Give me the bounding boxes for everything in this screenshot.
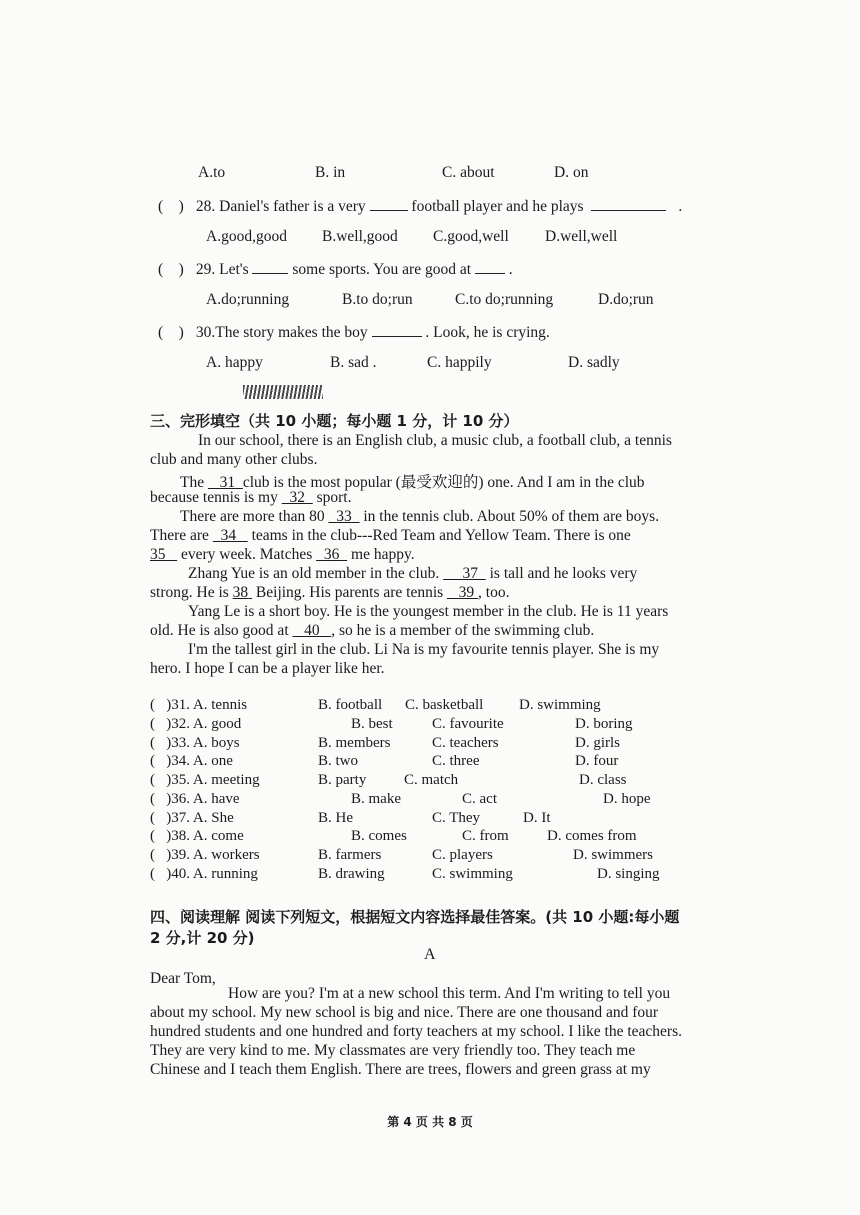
option-d: D. swimmers (573, 847, 653, 863)
option-b: B. He (318, 810, 353, 826)
question-29 (158, 259, 513, 279)
cloze-blank-32[interactable]: 32 (289, 489, 305, 506)
q28-option-c: C.good,well (433, 228, 509, 245)
q29-option-d: D.do;run (598, 291, 654, 308)
option-c: C. three (432, 753, 480, 769)
passage-line: club and many other clubs. (150, 451, 318, 468)
passage-line: because tennis is my 32 sport. (150, 489, 352, 506)
cloze-blank-34[interactable]: 34 (220, 527, 237, 544)
cloze-blank-31[interactable]: 31 (219, 474, 236, 491)
q27-option-b: B. in (315, 164, 346, 181)
q29-option-b: B.to do;run (342, 291, 413, 308)
section-4-heading-cont: 2 分,计 20 分) (150, 929, 255, 947)
option-b: B. best (351, 716, 393, 732)
question-end: . (508, 261, 513, 278)
passage-line: hero. I hope I can be a player like her. (150, 660, 385, 677)
passage-line: about my school. My new school is big and nice. There are one thousand and four (150, 1004, 659, 1021)
cloze-option-row[interactable]: ( )35. A. meeting (150, 772, 260, 788)
fill-blank[interactable] (372, 322, 422, 337)
cloze-option-row[interactable]: ( )32. A. good (150, 716, 242, 732)
option-b: B. members (318, 735, 391, 751)
passage-line: Zhang Yue is an old member in the club. 37 is tall and he looks very (188, 565, 638, 582)
option-d: D. boring (575, 716, 633, 732)
cloze-option-row[interactable]: ( )36. A. have (150, 791, 240, 807)
question-28 (158, 196, 682, 216)
q29-option-c: C.to do;running (455, 291, 554, 308)
cloze-option-row[interactable]: ( )40. A. running (150, 866, 258, 882)
option-c: C. players (432, 847, 493, 863)
option-d: D. swimming (519, 697, 601, 713)
cloze-blank-33[interactable]: 33 (336, 508, 352, 525)
option-d: D. It (523, 810, 551, 826)
question-text: 29. Let's (195, 261, 249, 278)
option-b: B. two (318, 753, 359, 769)
question-text: . Look, he is crying. (425, 324, 550, 341)
cloze-option-row[interactable]: ( )39. A. workers (150, 847, 260, 863)
passage-label: A (424, 946, 436, 963)
q30-option-c: C. happily (427, 354, 492, 371)
passage-line: Chinese and I teach them English. There are trees, flowers and green grass at my (150, 1061, 651, 1078)
cloze-blank-35[interactable]: 35 (150, 546, 166, 563)
passage-line: They are very kind to me. My classmates are very friendly too. They teach me (150, 1042, 636, 1059)
option-d: D. class (579, 772, 627, 788)
option-b: B. farmers (318, 847, 382, 863)
cloze-option-row[interactable]: ( )34. A. one (150, 753, 233, 769)
cloze-option-row[interactable]: ( )31. A. tennis (150, 697, 248, 713)
passage-line: 35 every week. Matches 36 me happy. (150, 546, 415, 563)
crossed-out-text (243, 385, 323, 399)
cloze-blank-39[interactable]: 39 (458, 584, 475, 601)
q27-option-a: A.to (198, 164, 226, 181)
fill-blank[interactable] (252, 259, 288, 274)
cloze-blank-40[interactable]: 40 (304, 622, 320, 639)
option-d: D. hope (603, 791, 651, 807)
passage-line: Yang Le is a short boy. He is the youngest member in the club. He is 11 years (188, 603, 669, 620)
option-b: B. party (318, 772, 367, 788)
passage-line: How are you? I'm at a new school this term. And I'm writing to tell you (228, 985, 671, 1002)
passage-line: There are 34 teams in the club---Red Team and Yellow Team. There is one (150, 527, 631, 544)
option-d: D. four (575, 753, 619, 769)
option-d: D. girls (575, 735, 620, 751)
question-text: 30.The story makes the boy (195, 324, 368, 341)
answer-paren[interactable]: ( ) (158, 324, 184, 341)
option-b: B. comes (351, 828, 407, 844)
q27-option-d: D. on (554, 164, 589, 181)
cloze-blank-38[interactable]: 38 (232, 584, 249, 601)
option-c: C. basketball (405, 697, 484, 713)
option-c: C. act (462, 791, 497, 807)
fill-blank[interactable] (591, 196, 666, 211)
q30-option-a: A. happy (206, 354, 263, 371)
option-b: B. football (318, 697, 383, 713)
q27-option-c: C. about (442, 164, 495, 181)
passage-line: hundred students and one hundred and forty teachers at my school. I like the teachers. (150, 1023, 682, 1040)
question-30 (158, 322, 550, 342)
cloze-blank-36[interactable]: 36 (323, 546, 340, 563)
q28-option-a: A.good,good (206, 228, 287, 245)
passage-line: strong. He is 38 Beijing. His parents are tennis 39 , too. (150, 584, 510, 601)
answer-paren[interactable]: ( ) (158, 261, 184, 278)
option-c: C. They (432, 810, 481, 826)
option-c: C. favourite (432, 716, 504, 732)
cloze-option-row[interactable]: ( )38. A. come (150, 828, 244, 844)
q28-option-d: D.well,well (545, 228, 618, 245)
option-b: B. drawing (318, 866, 385, 882)
section-3-heading: 三、完形填空（共 10 小题；每小题 1 分，计 10 分） (150, 412, 519, 430)
q30-option-d: D. sadly (568, 354, 620, 371)
letter-salutation: Dear Tom, (150, 970, 216, 987)
option-c: C. match (404, 772, 459, 788)
fill-blank[interactable] (475, 259, 505, 274)
q28-option-b: B.well,good (322, 228, 398, 245)
section-4-heading: 四、阅读理解 阅读下列短文，根据短文内容选择最佳答案。(共 10 小题:每小题 (150, 908, 680, 926)
answer-paren[interactable]: ( ) (158, 198, 184, 215)
passage-line: In our school, there is an English club, a music club, a football club, a tennis (198, 432, 672, 449)
option-d: D. singing (597, 866, 660, 882)
option-c: C. from (462, 828, 509, 844)
passage-line: The 31 club is the most popular (最受欢迎的) one. And I am in the club (180, 474, 645, 491)
option-d: D. comes from (547, 828, 637, 844)
cloze-option-row[interactable]: ( )33. A. boys (150, 735, 240, 751)
option-b: B. make (351, 791, 401, 807)
passage-line: old. He is also good at 40 , so he is a member of the swimming club. (150, 622, 595, 639)
q29-option-a: A.do;running (206, 291, 290, 308)
passage-line: There are more than 80 33 in the tennis club. About 50% of them are boys. (180, 508, 660, 525)
q30-option-b: B. sad . (330, 354, 377, 371)
option-c: C. swimming (432, 866, 513, 882)
question-text: some sports. You are good at (292, 261, 472, 278)
fill-blank[interactable] (370, 196, 408, 211)
cloze-option-row[interactable]: ( )37. A. She (150, 810, 234, 826)
passage-line: I'm the tallest girl in the club. Li Na is my favourite tennis player. She is my (188, 641, 660, 658)
cloze-blank-37[interactable]: 37 (462, 565, 478, 582)
page-footer: 第 4 页 共 8 页 (387, 1115, 473, 1129)
question-text: football player and he plays (411, 198, 584, 215)
question-text: 28. Daniel's father is a very (195, 198, 366, 215)
option-c: C. teachers (432, 735, 499, 751)
question-end: . (678, 198, 683, 215)
